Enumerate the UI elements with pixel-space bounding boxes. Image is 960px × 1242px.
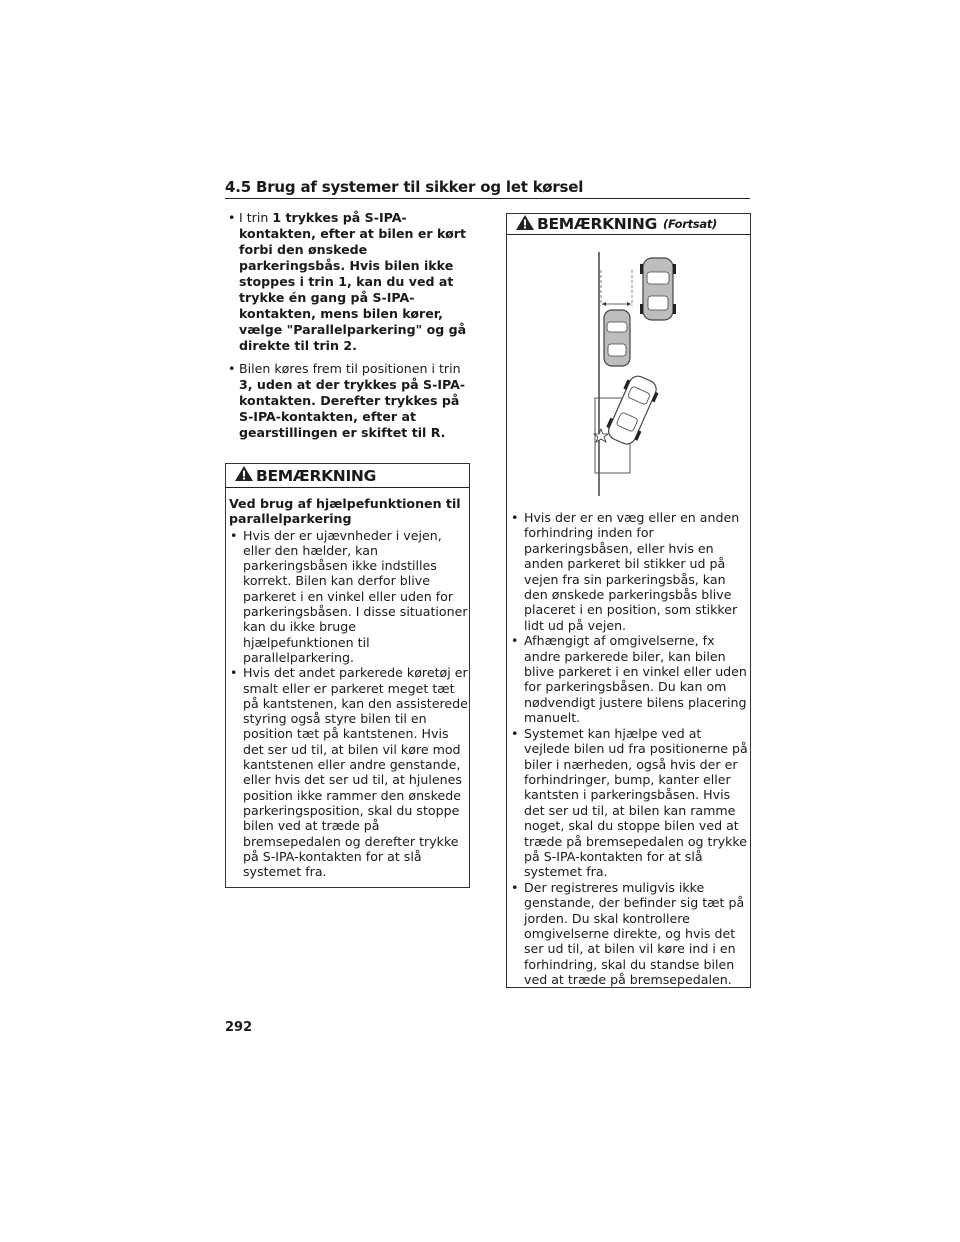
notice-subtitle: Ved brug af hjælpefunktionen til parallelparkering [229, 496, 461, 527]
parked-car-curb [604, 310, 630, 366]
notice-header [226, 464, 469, 488]
notice-title: BEMÆRKNING [256, 466, 377, 485]
parking-diagram [577, 246, 677, 496]
notice-header [507, 214, 750, 235]
continued-label: (Fortsat) [663, 217, 717, 231]
collision-star-icon [594, 429, 608, 442]
bullet-text: Bilen køres frem til positionen i trin [239, 361, 461, 376]
own-car-reversing [603, 372, 662, 448]
notice-title: BEMÆRKNING [537, 215, 658, 233]
notice-item: • Hvis det andet parkerede køretøj er smalt eller er parkeret meget tæt på kantstenen, kan den assisterede styring også styre bilen til en position tæt på kantstenen. Hvis det ser ud til, at bilen vil køre mod kantstenen eller andre genstande, eller hvis det ser ud til, at hjulenes position ikke rammer den ønskede parkeringsposition, skal du stoppe bilen ved at træde på bremsepedalen og derefter trykke på S-IPA-kontakten for at slå systemet fra. [229, 665, 469, 879]
warning-triangle-icon [515, 214, 535, 235]
notice-body [226, 488, 469, 887]
right-notice-body [510, 510, 748, 988]
notice-box [225, 463, 470, 888]
left-column [225, 210, 470, 888]
notice-item: • Der registreres muligvis ikke genstande, der befinder sig tæt på jorden. Du skal kontrollere omgivelserne direkte, og hvis det ser ud til, at bilen vil køre ind i en forhindring, skal du standse bilen ved at træde på bremsepedalen. [510, 880, 748, 988]
step-bullet-1 [225, 210, 470, 354]
bullet-bold-text: 3, uden at der trykkes på S-IPA-kontakten. Derefter trykkes på S-IPA-kontakten, efter at gearstillingen er skiftet til R. [239, 377, 466, 440]
step-bullet-2 [225, 361, 470, 441]
notice-item: • Afhængigt af omgivelserne, fx andre parkerede biler, kan bilen blive parkeret i en vinkel eller uden for parkeringsbåsen. Du kan om nødvendigt justere bilens placering manuelt. [510, 633, 748, 725]
warning-triangle-icon [234, 465, 254, 486]
bullet-text: I trin [239, 210, 273, 225]
section-title: 4.5 Brug af systemer til sikker og let kørsel [225, 178, 584, 196]
notice-item: • Systemet kan hjælpe ved at vejlede bilen ud fra positionerne på biler i nærheden, også hvis der er forhindringer, bump, kanter eller kantsten i parkeringsbåsen. Hvis det ser ud til, at bilen kan ramme noget, skal du stoppe bilen ved at træde på bremsepedalen og trykke på S-IPA-kontakten for at slå systemet fra. [510, 726, 748, 880]
notice-item: • Hvis der er en væg eller en anden forhindring inden for parkeringsbåsen, eller hvis en anden parkeret bil stikker ud på vejen fra sin parkeringsbås, kan den ønskede parkeringsbås blive placeret i en position, som stikker lidt ud på vejen. [510, 510, 748, 633]
header-divider [225, 198, 750, 199]
notice-item: • Hvis der er ujævnheder i vejen, eller den hælder, kan parkeringsbåsen ikke indstilles korrekt. Bilen kan derfor blive parkeret i en vinkel eller uden for parkeringsbåsen. I disse situationer kan du ikke bruge hjælpefunktionen til parallelparkering. [229, 528, 469, 666]
parked-car-ahead [640, 258, 676, 320]
page-number: 292 [225, 1020, 253, 1035]
bullet-bold-text: 1 trykkes på S-IPA-kontakten, efter at bilen er kørt forbi den ønskede parkeringsbås. Hvis bilen ikke stoppes i trin 1, kan du ved at trykke én gang på S-IPA-kontakten, mens bilen kører, vælge "Parallelparkering" og gå direkte til trin 2. [239, 210, 467, 353]
notice-continued-box [506, 213, 751, 988]
